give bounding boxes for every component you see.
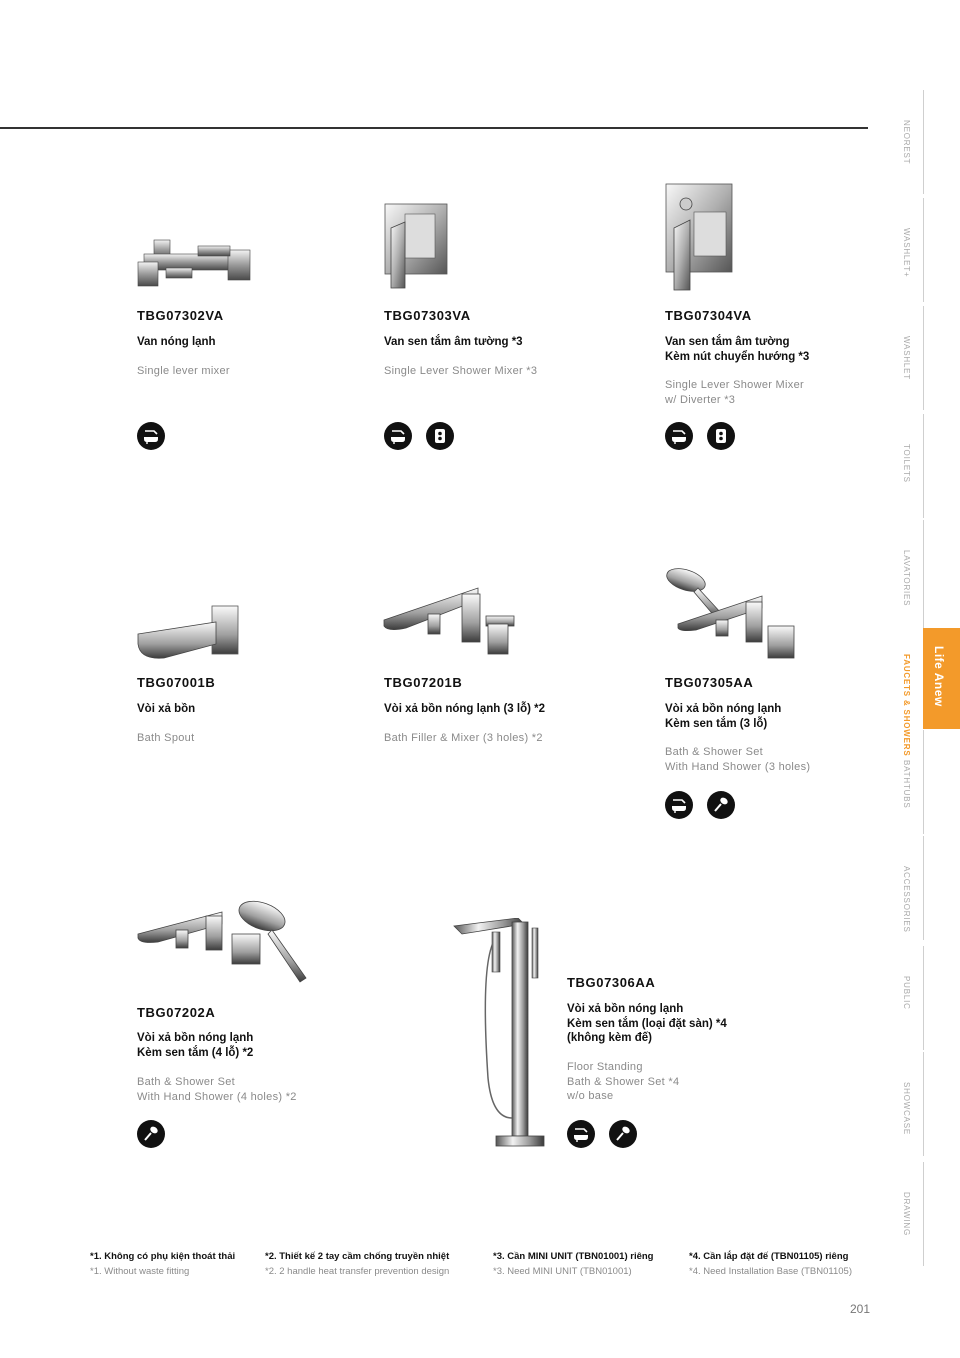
footnote-en: *2. 2 handle heat transfer prevention design: [265, 1266, 450, 1277]
footnotes: [0, 1251, 960, 1291]
top-rule: [0, 127, 868, 129]
product-name-en: Single Lever Shower Mixer: [665, 379, 804, 391]
footnote-en: *3. Need MINI UNIT (TBN01001): [493, 1266, 632, 1277]
product-name-vn: Van sen tắm âm tường: [665, 336, 790, 348]
product-name-en: With Hand Shower (4 holes) *2: [137, 1090, 297, 1103]
product-name-en: Floor Standing: [567, 1061, 643, 1073]
product-name-vn: (không kèm đế): [567, 1032, 652, 1044]
bath-shower-icon: [137, 422, 165, 450]
tab-label: TOILETS: [902, 444, 911, 483]
product-name-en: Bath & Shower Set: [665, 746, 764, 758]
product-name-vn: Kèm nút chuyển hướng *3: [665, 350, 810, 363]
product-code: TBG07303VA: [384, 308, 471, 323]
tab-showcase[interactable]: [895, 1052, 925, 1156]
hand-shower-icon: [609, 1120, 637, 1148]
tab-label: PUBLIC: [902, 976, 911, 1010]
footnote-en: *1. Without waste fitting: [90, 1266, 190, 1277]
tab-label: FAUCETS & SHOWERS: [902, 654, 911, 757]
bath-shower-set-4-holes-image: [136, 900, 312, 990]
product-code: TBG07201B: [384, 675, 463, 690]
tab-label: SHOWCASE: [902, 1082, 911, 1136]
product-code: TBG07305AA: [665, 675, 754, 690]
bath-shower-icon: [567, 1120, 595, 1148]
product-code: TBG07202A: [137, 1005, 216, 1020]
tab-toilets[interactable]: [895, 414, 925, 518]
mini-unit-icon: [426, 422, 454, 450]
product-name-en: Bath & Shower Set *4: [567, 1075, 680, 1088]
product-name-en: w/o base: [567, 1090, 614, 1102]
product-name-en: Bath Filler & Mixer (3 holes) *2: [384, 732, 543, 744]
tab-accessories[interactable]: [895, 836, 925, 940]
footnote-vn: *4. Cần lắp đặt đế (TBN01105) riêng: [689, 1251, 849, 1262]
product-name-en: Bath & Shower Set: [137, 1076, 236, 1088]
product-name-en: Single Lever Shower Mixer *3: [384, 365, 538, 377]
bath-shower-icon: [384, 422, 412, 450]
product-code: TBG07001B: [137, 675, 216, 690]
product-name-vn: Vòi xả bồn nóng lạnh: [665, 703, 782, 715]
brand-tab: [923, 628, 960, 729]
product-code: TBG07306AA: [567, 975, 656, 990]
product-name-vn: Kèm sen tắm (3 lỗ): [665, 717, 768, 730]
product-name-vn: Kèm sen tắm (4 lỗ) *2: [137, 1046, 254, 1059]
tab-label: WASHLET+: [902, 228, 911, 278]
mini-unit-icon: [707, 422, 735, 450]
footnote-3: [493, 1251, 653, 1277]
tab-bathtubs[interactable]: [895, 730, 925, 834]
tab-washlet[interactable]: [895, 306, 925, 410]
page-number: 201: [850, 1302, 871, 1316]
footnote-vn: *3. Cần MINI UNIT (TBN01001) riêng: [493, 1251, 654, 1262]
tab-label: LAVATORIES: [902, 550, 911, 607]
tab-washlet-plus[interactable]: [895, 198, 925, 302]
product-name-vn: Vòi xả bồn nóng lạnh: [567, 1003, 684, 1015]
footnote-vn: *2. Thiết kế 2 tay cầm chống truyền nhiệt: [265, 1251, 450, 1262]
product-code: TBG07304VA: [665, 308, 752, 323]
product-name-vn: Vòi xả bồn: [137, 703, 196, 715]
product-name-vn: Van nóng lạnh: [137, 336, 216, 348]
brand-tab-label: Life Anew: [932, 646, 946, 707]
concealed-shower-mixer-image: [383, 202, 449, 292]
tab-faucets-showers[interactable]: [895, 624, 925, 757]
product-name-en: Single lever mixer: [137, 365, 230, 377]
footnote-4: [689, 1251, 852, 1277]
product-name-vn: Van sen tắm âm tường *3: [384, 336, 523, 348]
hand-shower-icon: [137, 1120, 165, 1148]
tab-label: WASHLET: [902, 336, 911, 380]
product-name-vn: Vòi xả bồn nóng lạnh (3 lỗ) *2: [384, 703, 546, 715]
tab-neorest[interactable]: [895, 90, 925, 194]
tab-label: DRAWING: [902, 1192, 911, 1236]
footnote-en: *4. Need Installation Base (TBN01105): [689, 1266, 852, 1277]
footnote-2: [265, 1251, 449, 1277]
bath-filler-mixer-image: [382, 586, 526, 660]
bath-shower-icon: [665, 422, 693, 450]
wall-bath-mixer-image: [136, 232, 254, 292]
footnote-vn: *1. Không có phụ kiện thoát thải: [90, 1251, 236, 1262]
tab-label: ACCESSORIES: [902, 866, 911, 933]
concealed-shower-mixer-diverter-image: [664, 182, 734, 294]
floor-standing-bath-shower-image: [452, 918, 552, 1150]
product-name-en: Bath Spout: [137, 732, 195, 744]
product-name-en: w/ Diverter *3: [665, 393, 736, 406]
tab-public[interactable]: [895, 946, 925, 1050]
product-name-vn: Vòi xả bồn nóng lạnh: [137, 1032, 254, 1044]
product-name-en: With Hand Shower (3 holes): [665, 760, 811, 773]
tab-lavatories[interactable]: [895, 520, 925, 624]
tab-label: NEOREST: [902, 120, 911, 165]
tab-label: BATHTUBS: [902, 760, 911, 809]
bath-shower-icon: [665, 791, 693, 819]
bath-spout-image: [136, 604, 240, 662]
product-name-vn: Kèm sen tắm (loại đặt sàn) *4: [567, 1017, 727, 1030]
product-code: TBG07302VA: [137, 308, 224, 323]
hand-shower-icon: [707, 791, 735, 819]
footnote-1: [90, 1251, 235, 1277]
bath-shower-set-3-holes-image: [664, 566, 798, 662]
